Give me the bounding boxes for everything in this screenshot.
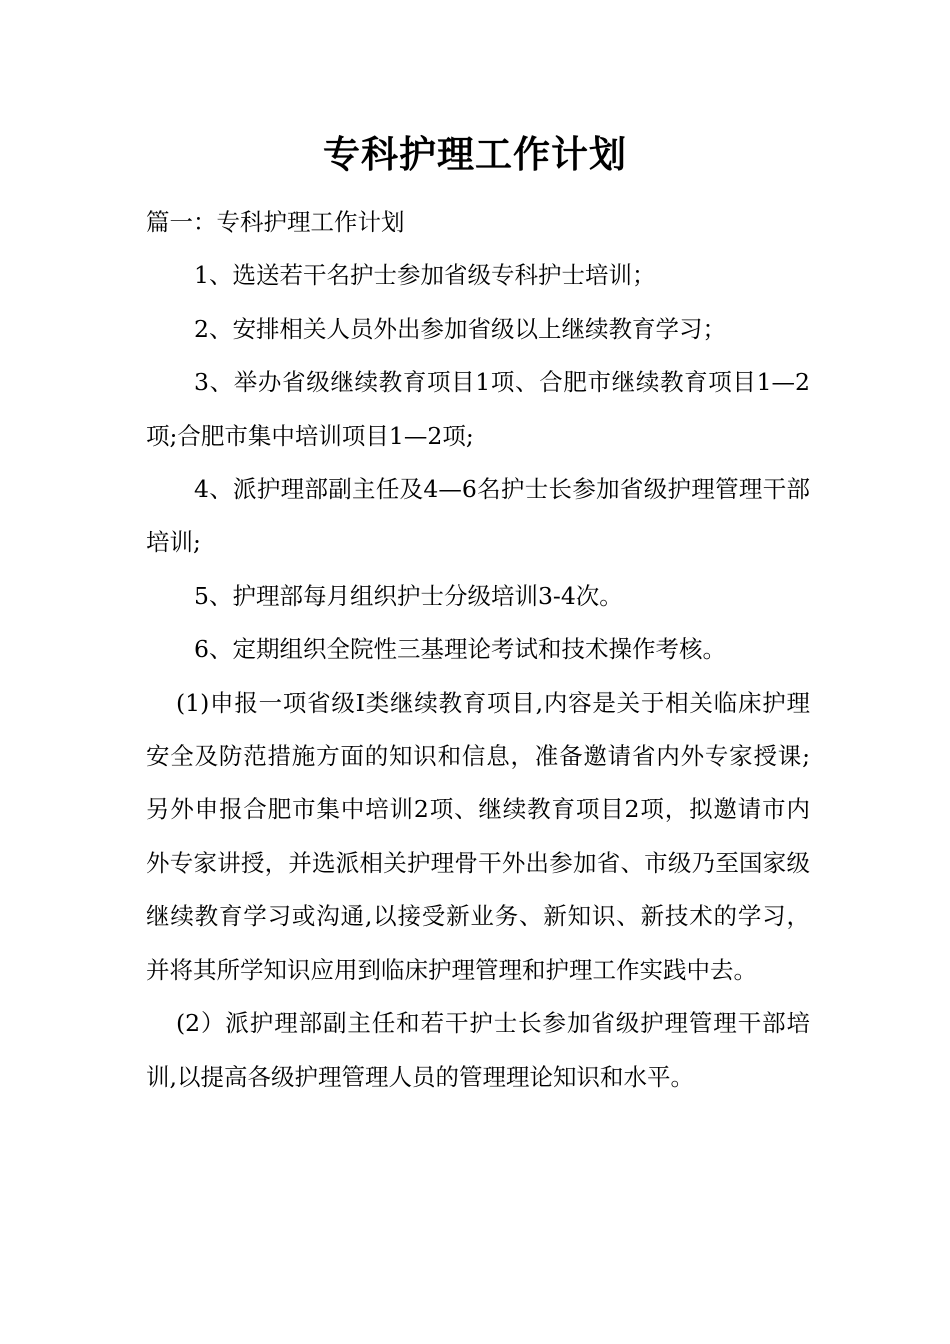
paragraph-subitem-2: (2）派护理部副主任和若干护士长参加省级护理管理干部培训,以提高各级护理管理人员的管理理论知识和水平。 [146, 1009, 810, 1091]
paragraph-item-6: 6、定期组织全院性三基理论考试和技术操作考核。 [194, 635, 726, 664]
paragraph-item-5: 5、护理部每月组织护士分级培训3-4次。 [194, 581, 623, 610]
paragraph-subitem-1: (1)申报一项省级Ⅰ类继续教育项目,内容是关于相关临床护理安全及防范措施方面的知识和信息，准备邀请省内外专家授课;另外申报合肥市集中培训2项、继续教育项目2项，拟邀请市内外专家讲授，并选派相关护理骨干外出参加省、市级乃至国家级继续教育学习或沟通,以接受新业务、新知识、新技术的学习，并将其所学知识应用到临床护理管理和护理工作实践中去。 [146, 688, 810, 984]
paragraph-item-3: 3、举办省级继续教育项目1项、合肥市继续教育项目1—2项;合肥市集中培训项目1—2项; [146, 368, 810, 450]
paragraph-item-2: 2、安排相关人员外出参加省级以上继续教育学习； [194, 314, 726, 343]
document-title: 专科护理工作计划 [323, 132, 627, 176]
paragraph-item-1: 1、选送若干名护士参加省级专科护士培训； [194, 261, 656, 290]
section-heading: 篇一：专科护理工作计划 [146, 208, 405, 236]
paragraph-item-4: 4、派护理部副主任及4—6名护士长参加省级护理管理干部培训; [146, 475, 810, 557]
document-body [146, 196, 810, 1104]
